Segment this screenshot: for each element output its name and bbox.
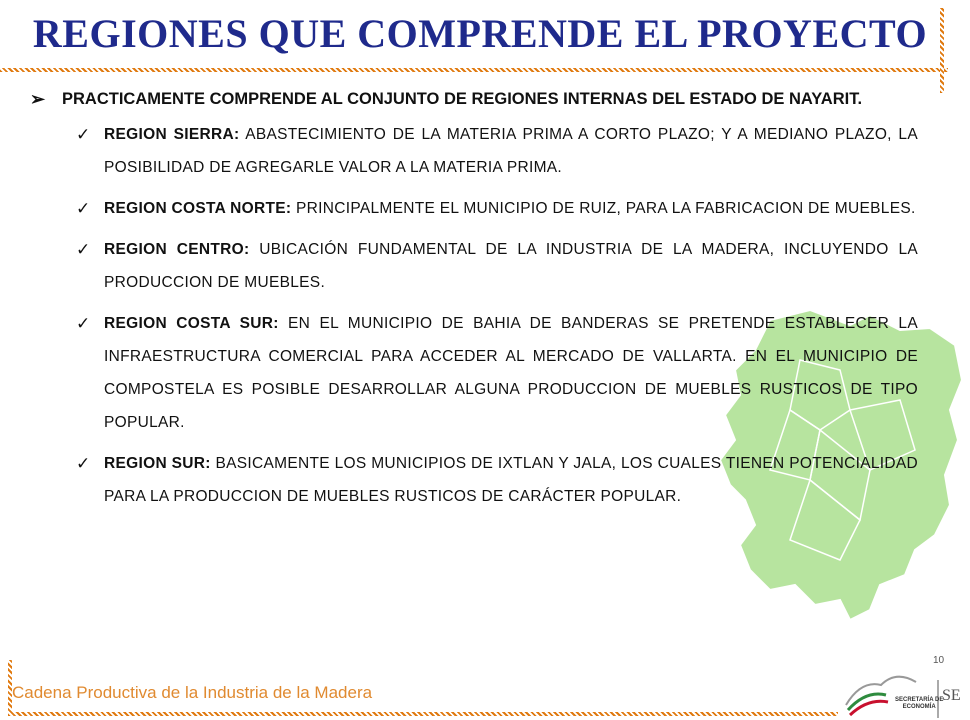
page-number: 10 — [933, 655, 945, 666]
page-title: REGIONES QUE COMPRENDE EL PROYECTO — [32, 11, 928, 56]
logo-caption-line2: ECONOMÍA — [902, 704, 936, 710]
economia-logo-icon — [836, 660, 961, 720]
region-text: PRINCIPALMENTE EL MUNICIPIO DE RUIZ, PARA LA FABRICACION DE MUEBLES. — [291, 200, 916, 217]
region-item-sur — [28, 447, 918, 513]
region-item-sierra — [28, 118, 918, 184]
region-item-centro — [28, 233, 918, 299]
check-icon: ✓ — [76, 199, 91, 218]
region-label: REGION COSTA SUR: — [104, 315, 279, 332]
check-icon: ✓ — [76, 240, 91, 259]
top-border-line — [0, 68, 948, 72]
logo-caption — [895, 697, 943, 711]
region-text: EN EL MUNICIPIO DE BAHIA DE BANDERAS SE PRETENDE ESTABLECER LA INFRAESTRUCTURA COMERCIAL PARA ACCEDER AL MERCADO DE VALLARTA. EN EL MUNICIPIO DE COMPOSTELA ES POSIBLE DESARROLLAR ALGUNA PRODUCCION DE MUEBLES RUSTICOS DE TIPO POPULAR. — [104, 315, 918, 431]
region-label: REGION SIERRA: — [104, 126, 240, 143]
check-icon: ✓ — [76, 314, 91, 333]
region-text: ABASTECIMIENTO DE LA MATERIA PRIMA A CORTO PLAZO; Y A MEDIANO PLAZO, LA POSIBILIDAD DE AGREGARLE VALOR A LA MATERIA PRIMA. — [104, 126, 918, 176]
check-icon: ✓ — [76, 125, 91, 144]
check-icon: ✓ — [76, 454, 91, 473]
logo-caption-line1: SECRETARÍA DE — [895, 697, 944, 703]
content-area — [28, 82, 918, 521]
arrow-icon: ➢ — [30, 89, 46, 109]
region-label: REGION SUR: — [104, 455, 211, 472]
region-label: REGION CENTRO: — [104, 241, 250, 258]
region-label: REGION COSTA NORTE: — [104, 200, 292, 217]
main-bullet-text: PRACTICAMENTE COMPRENDE AL CONJUNTO DE REGIONES INTERNAS DEL ESTADO DE NAYARIT. — [62, 90, 863, 108]
region-item-costa-norte — [28, 192, 918, 225]
bottom-border-line — [8, 712, 838, 716]
region-item-costa-sur — [28, 307, 918, 439]
region-text: BASICAMENTE LOS MUNICIPIOS DE IXTLAN Y JALA, LOS CUALES TIENEN POTENCIALIDAD PARA LA PRODUCCION DE MUEBLES RUSTICOS DE CARÁCTER POPULAR. — [104, 455, 918, 505]
svg-text:SE: SE — [942, 687, 961, 704]
main-bullet — [28, 82, 918, 116]
footer-text: Cadena Productiva de la Industria de la Madera — [12, 683, 373, 702]
region-text: UBICACIÓN FUNDAMENTAL DE LA INDUSTRIA DE LA MADERA, INCLUYENDO LA PRODUCCION DE MUEBLES. — [104, 241, 918, 291]
